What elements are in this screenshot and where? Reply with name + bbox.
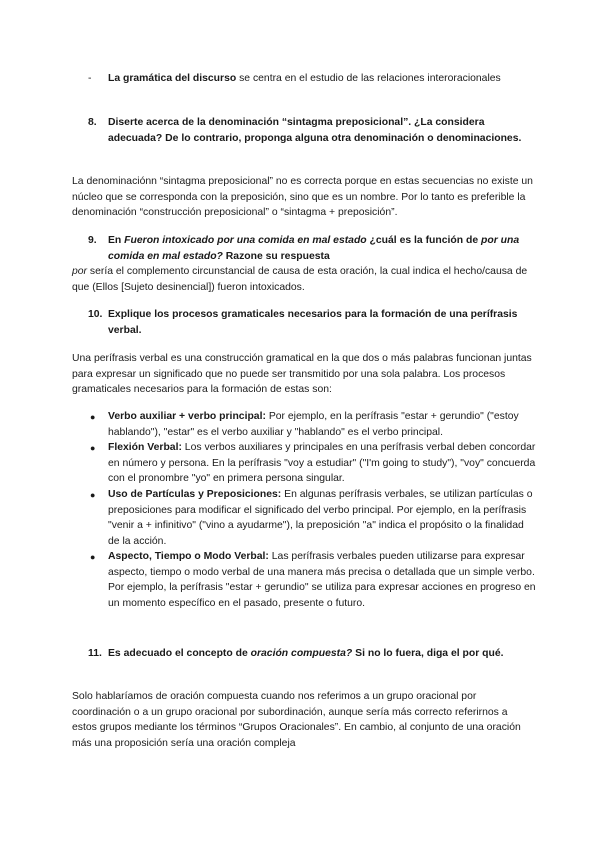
- list-item: [108, 487, 538, 549]
- question-number: 11.: [88, 648, 102, 659]
- answer-11: Solo hablaríamos de oración compuesta cuando nos referimos a un grupo oracional por coordinación o a un grupo oracional por subordinación, aunque sería más correcto referirnos a estos grupos mediante los términos “Grupos Oracionales”. En cambio, al conjunto de una oración más una proposición sería una oración compleja: [72, 691, 521, 749]
- q11-italic: oración compuesta?: [250, 648, 353, 659]
- list-item-bold: Aspecto, Tiempo o Modo Verbal:: [108, 551, 269, 562]
- list-item: [108, 409, 538, 440]
- list-item-bold: Uso de Partículas y Preposiciones:: [108, 489, 282, 500]
- question-text: Explique los procesos gramaticales necesarios para la formación de una perífrasis verbal.: [108, 309, 518, 336]
- question-8: [88, 115, 528, 146]
- intro-item: [108, 71, 528, 87]
- question-9: [88, 233, 528, 264]
- question-text: Diserte acerca de la denominación “sintagma preposicional”. ¿La considera adecuada? De lo contrario, proponga alguna otra denominación o denominaciones.: [108, 117, 522, 144]
- question-text: [108, 646, 528, 662]
- q11-part1: Es adecuado el concepto de: [108, 648, 251, 659]
- answer-8: La denominaciónn “sintagma preposicional” no es correcta porque en estas secuencias no existe un núcleo que se corresponda con la preposición, sino que es un nombre. Por lo tanto es preferible la denominación “construcción preposicional” o “sintagma + preposición”.: [72, 176, 533, 219]
- q9-part2: ¿cuál es la función de: [366, 235, 481, 246]
- answer-9: [72, 264, 534, 295]
- bullet-marker: ●: [90, 552, 96, 562]
- bullet-marker: ●: [90, 490, 96, 500]
- answer-9-italic: por: [72, 266, 88, 277]
- q9-part1: En: [108, 235, 125, 246]
- dash-marker: -: [88, 73, 92, 84]
- question-11: [88, 646, 528, 662]
- list-item-text: Los verbos auxiliares y principales en una perífrasis verbal deben concordar en número y persona. En la perífrasis "voy a estudiar" ("I'm going to study"), "voy" concuerda con el pronombre "yo" en primera persona singular.: [108, 442, 536, 485]
- intro-bold: La gramática del discurso: [108, 73, 237, 84]
- q9-italic2: por una comida en mal estado?: [108, 235, 520, 262]
- q9-part3: Razone su respuesta: [222, 250, 330, 262]
- question-number: 8.: [88, 117, 97, 128]
- q11-part2: Si no lo fuera, diga el por qué.: [352, 648, 504, 659]
- list-item-text: Las perífrasis verbales pueden utilizarse para expresar aspecto, tiempo o modo verbal de una manera más precisa o detallada que un simple verbo. Por ejemplo, la perífrasis "estar + gerundio" se utiliza para expresar acciones en progreso en un momento específico en el pasado, presente o futuro.: [108, 551, 536, 609]
- q9-italic1: Fueron intoxicado por una comida en mal estado: [124, 235, 367, 246]
- list-item: [108, 549, 538, 611]
- question-number: 9.: [88, 235, 97, 246]
- list-item: [108, 440, 538, 487]
- list-item-text: En algunas perífrasis verbales, se utilizan partículas o preposiciones para modificar el significado del verbo principal. Por ejemplo, en la perífrasis "venir a + infinitivo" ("vino a ayudarme"), la preposición "a" indica el propósito o la finalidad de la acción.: [108, 489, 533, 547]
- question-text: [108, 233, 528, 264]
- list-item-bold: Verbo auxiliar + verbo principal:: [108, 411, 266, 422]
- question-10: [88, 307, 528, 338]
- list-item-text: Por ejemplo, en la perífrasis "estar + gerundio" ("estoy hablando"), "estar" es el verbo auxiliar y "hablando" es el verbo principal.: [108, 411, 519, 438]
- answer-10: Una perífrasis verbal es una construcción gramatical en la que dos o más palabras funcionan juntas para expresar un significado que no puede ser transmitido por una sola palabra. Los procesos gramaticales necesarios para la formación de estas son:: [72, 353, 532, 396]
- intro-rest: se centra en el estudio de las relaciones interoracionales: [236, 73, 501, 84]
- question-number: 10.: [88, 309, 103, 320]
- answer-9-rest: sería el complemento circunstancial de causa de esta oración, la cual indica el hecho/causa de que (Ellos [Sujeto desinencial]) fueron intoxicados.: [72, 266, 528, 293]
- bullet-marker: ●: [90, 443, 96, 453]
- bullet-marker: ●: [90, 412, 96, 422]
- list-item-bold: Flexión Verbal:: [108, 442, 182, 453]
